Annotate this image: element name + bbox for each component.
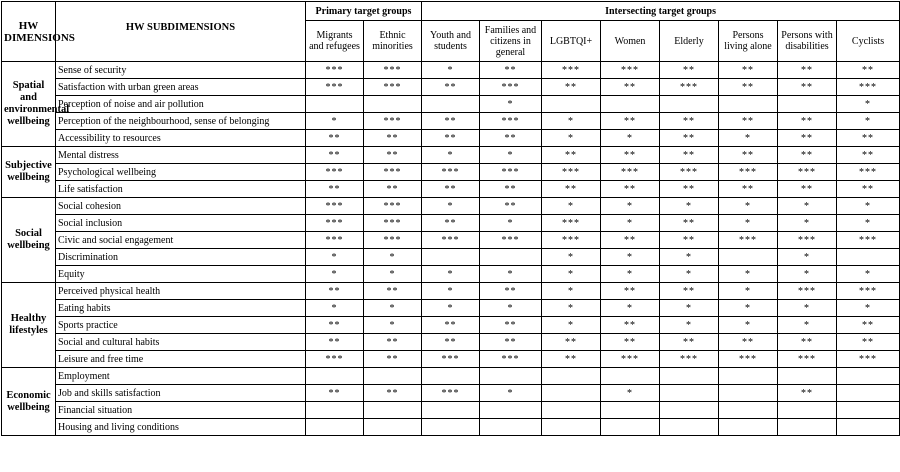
- relevance-cell: [422, 419, 480, 436]
- relevance-cell: **: [778, 147, 837, 164]
- table-row: [2, 266, 900, 283]
- relevance-cell: *: [778, 266, 837, 283]
- subdimension-label: Social and cultural habits: [56, 334, 306, 351]
- relevance-cell: ***: [306, 164, 364, 181]
- relevance-cell: [364, 419, 422, 436]
- table-row: [2, 164, 900, 181]
- relevance-cell: **: [837, 181, 900, 198]
- subdimension-label: Leisure and free time: [56, 351, 306, 368]
- relevance-cell: **: [660, 130, 719, 147]
- relevance-cell: **: [542, 334, 601, 351]
- relevance-cell: **: [364, 147, 422, 164]
- relevance-cell: **: [778, 62, 837, 79]
- relevance-cell: [306, 96, 364, 113]
- relevance-cell: **: [364, 334, 422, 351]
- subdimension-label: Job and skills satisfaction: [56, 385, 306, 402]
- dimension-label: Economic wellbeing: [2, 368, 56, 436]
- relevance-cell: ***: [778, 232, 837, 249]
- subdimension-label: Equity: [56, 266, 306, 283]
- relevance-cell: [364, 96, 422, 113]
- table-row: [2, 147, 900, 164]
- relevance-cell: *: [601, 266, 660, 283]
- relevance-cell: ***: [542, 215, 601, 232]
- relevance-cell: ***: [542, 232, 601, 249]
- subdimension-label: Satisfaction with urban green areas: [56, 79, 306, 96]
- relevance-cell: [306, 368, 364, 385]
- relevance-cell: [601, 402, 660, 419]
- table-row: [2, 317, 900, 334]
- relevance-cell: *: [719, 283, 778, 300]
- relevance-cell: *: [837, 198, 900, 215]
- subdimension-label: Employment: [56, 368, 306, 385]
- relevance-cell: ***: [422, 164, 480, 181]
- relevance-cell: [660, 385, 719, 402]
- relevance-cell: *: [778, 300, 837, 317]
- relevance-cell: ***: [364, 62, 422, 79]
- relevance-cell: **: [778, 130, 837, 147]
- relevance-cell: ***: [778, 283, 837, 300]
- relevance-cell: *: [660, 300, 719, 317]
- relevance-cell: ***: [660, 351, 719, 368]
- relevance-cell: *: [542, 113, 601, 130]
- relevance-cell: **: [542, 351, 601, 368]
- relevance-cell: ***: [306, 62, 364, 79]
- subdimension-label: Perception of noise and air pollution: [56, 96, 306, 113]
- relevance-cell: ***: [480, 113, 542, 130]
- relevance-cell: **: [480, 198, 542, 215]
- relevance-cell: *: [422, 266, 480, 283]
- relevance-cell: **: [601, 181, 660, 198]
- relevance-cell: *: [480, 385, 542, 402]
- relevance-cell: [660, 419, 719, 436]
- subdimension-label: Life satisfaction: [56, 181, 306, 198]
- relevance-cell: ***: [837, 79, 900, 96]
- dimensions-header: HW DIMENSIONS: [2, 2, 56, 62]
- relevance-cell: **: [778, 113, 837, 130]
- relevance-cell: [837, 249, 900, 266]
- relevance-cell: ***: [837, 164, 900, 181]
- relevance-cell: **: [306, 385, 364, 402]
- relevance-cell: [542, 385, 601, 402]
- relevance-cell: *: [601, 300, 660, 317]
- column-header: Elderly: [660, 21, 719, 62]
- relevance-cell: *: [306, 113, 364, 130]
- table-row: [2, 402, 900, 419]
- relevance-cell: **: [306, 317, 364, 334]
- relevance-cell: ***: [542, 164, 601, 181]
- relevance-cell: [364, 402, 422, 419]
- relevance-cell: [660, 368, 719, 385]
- relevance-cell: ***: [719, 164, 778, 181]
- relevance-cell: ***: [719, 351, 778, 368]
- relevance-cell: **: [601, 147, 660, 164]
- column-header: Ethnic minorities: [364, 21, 422, 62]
- relevance-cell: **: [837, 334, 900, 351]
- relevance-cell: **: [837, 62, 900, 79]
- subdimension-label: Housing and living conditions: [56, 419, 306, 436]
- relevance-cell: *: [422, 62, 480, 79]
- subdimension-label: Psychological wellbeing: [56, 164, 306, 181]
- relevance-cell: **: [601, 79, 660, 96]
- table-row: [2, 198, 900, 215]
- relevance-cell: ***: [306, 215, 364, 232]
- relevance-cell: *: [422, 198, 480, 215]
- relevance-cell: [778, 96, 837, 113]
- relevance-cell: **: [480, 130, 542, 147]
- column-header: Women: [601, 21, 660, 62]
- column-header: Families and citizens in general: [480, 21, 542, 62]
- relevance-cell: **: [601, 334, 660, 351]
- relevance-cell: **: [660, 334, 719, 351]
- relevance-cell: *: [364, 266, 422, 283]
- relevance-cell: ***: [306, 198, 364, 215]
- relevance-cell: *: [542, 130, 601, 147]
- relevance-cell: ***: [837, 351, 900, 368]
- relevance-cell: *: [480, 266, 542, 283]
- relevance-cell: **: [601, 283, 660, 300]
- relevance-cell: ***: [364, 198, 422, 215]
- table-row: [2, 419, 900, 436]
- relevance-cell: [660, 96, 719, 113]
- relevance-cell: **: [364, 283, 422, 300]
- relevance-cell: *: [364, 300, 422, 317]
- relevance-cell: *: [542, 249, 601, 266]
- relevance-cell: [601, 96, 660, 113]
- relevance-cell: *: [778, 317, 837, 334]
- relevance-cell: [480, 419, 542, 436]
- table-row: [2, 283, 900, 300]
- relevance-cell: [601, 368, 660, 385]
- relevance-cell: **: [837, 147, 900, 164]
- relevance-cell: *: [660, 317, 719, 334]
- relevance-cell: **: [480, 181, 542, 198]
- relevance-cell: *: [542, 283, 601, 300]
- relevance-cell: **: [719, 334, 778, 351]
- relevance-cell: ***: [660, 79, 719, 96]
- relevance-cell: ***: [480, 232, 542, 249]
- relevance-cell: *: [837, 96, 900, 113]
- relevance-cell: ***: [480, 164, 542, 181]
- relevance-cell: **: [480, 283, 542, 300]
- relevance-cell: *: [480, 147, 542, 164]
- relevance-cell: [660, 402, 719, 419]
- relevance-cell: ***: [364, 113, 422, 130]
- subdimension-label: Civic and social engagement: [56, 232, 306, 249]
- relevance-cell: [306, 402, 364, 419]
- relevance-cell: ***: [601, 62, 660, 79]
- relevance-cell: ***: [422, 351, 480, 368]
- relevance-cell: *: [364, 249, 422, 266]
- relevance-cell: [719, 402, 778, 419]
- relevance-cell: ***: [364, 215, 422, 232]
- relevance-cell: **: [364, 130, 422, 147]
- relevance-cell: ***: [601, 351, 660, 368]
- relevance-cell: *: [364, 317, 422, 334]
- relevance-cell: ***: [601, 164, 660, 181]
- relevance-cell: *: [542, 266, 601, 283]
- relevance-cell: **: [719, 113, 778, 130]
- relevance-cell: [837, 385, 900, 402]
- subdimension-label: Accessibility to resources: [56, 130, 306, 147]
- relevance-cell: ***: [542, 62, 601, 79]
- relevance-cell: *: [542, 300, 601, 317]
- subdimension-label: Financial situation: [56, 402, 306, 419]
- relevance-cell: **: [306, 334, 364, 351]
- relevance-cell: **: [422, 334, 480, 351]
- relevance-cell: *: [480, 215, 542, 232]
- relevance-cell: *: [542, 198, 601, 215]
- relevance-cell: **: [778, 334, 837, 351]
- relevance-cell: **: [601, 232, 660, 249]
- subdimension-label: Sports practice: [56, 317, 306, 334]
- relevance-cell: [542, 419, 601, 436]
- relevance-cell: **: [422, 181, 480, 198]
- relevance-cell: *: [601, 198, 660, 215]
- relevance-cell: ***: [306, 351, 364, 368]
- relevance-cell: **: [542, 181, 601, 198]
- subdimension-label: Perception of the neighbourhood, sense of belonging: [56, 113, 306, 130]
- relevance-cell: *: [778, 198, 837, 215]
- relevance-cell: *: [601, 249, 660, 266]
- relevance-cell: ***: [480, 79, 542, 96]
- relevance-cell: **: [660, 147, 719, 164]
- relevance-cell: ***: [480, 351, 542, 368]
- relevance-cell: **: [778, 79, 837, 96]
- relevance-cell: *: [719, 266, 778, 283]
- relevance-cell: **: [422, 79, 480, 96]
- relevance-cell: *: [422, 283, 480, 300]
- subdimension-label: Sense of security: [56, 62, 306, 79]
- relevance-cell: [422, 96, 480, 113]
- column-header: Persons living alone: [719, 21, 778, 62]
- relevance-cell: **: [660, 113, 719, 130]
- relevance-cell: ***: [778, 351, 837, 368]
- relevance-cell: ***: [422, 232, 480, 249]
- relevance-cell: **: [719, 79, 778, 96]
- relevance-cell: **: [660, 232, 719, 249]
- relevance-cell: [422, 249, 480, 266]
- table-row: [2, 249, 900, 266]
- relevance-cell: ***: [660, 164, 719, 181]
- relevance-cell: **: [837, 130, 900, 147]
- relevance-cell: [542, 402, 601, 419]
- relevance-cell: ***: [364, 232, 422, 249]
- relevance-cell: *: [601, 385, 660, 402]
- relevance-cell: **: [837, 317, 900, 334]
- relevance-cell: ***: [719, 232, 778, 249]
- relevance-cell: [306, 419, 364, 436]
- relevance-cell: [778, 419, 837, 436]
- relevance-cell: *: [837, 266, 900, 283]
- relevance-cell: *: [601, 215, 660, 232]
- dimension-label: Healthy lifestyles: [2, 283, 56, 368]
- relevance-cell: **: [660, 181, 719, 198]
- table-row: [2, 62, 900, 79]
- relevance-cell: *: [306, 266, 364, 283]
- relevance-cell: *: [719, 130, 778, 147]
- relevance-cell: *: [306, 300, 364, 317]
- relevance-cell: *: [306, 249, 364, 266]
- relevance-cell: *: [480, 96, 542, 113]
- relevance-cell: *: [422, 147, 480, 164]
- subdimension-label: Discrimination: [56, 249, 306, 266]
- dimension-label: Social wellbeing: [2, 198, 56, 283]
- relevance-cell: **: [306, 181, 364, 198]
- table-row: [2, 96, 900, 113]
- table-row: [2, 79, 900, 96]
- table-row: [2, 334, 900, 351]
- relevance-cell: [480, 402, 542, 419]
- relevance-cell: [837, 419, 900, 436]
- relevance-cell: **: [480, 62, 542, 79]
- relevance-cell: [778, 368, 837, 385]
- relevance-cell: ***: [837, 283, 900, 300]
- relevance-cell: **: [778, 181, 837, 198]
- relevance-cell: [837, 402, 900, 419]
- relevance-cell: ***: [306, 79, 364, 96]
- relevance-cell: **: [601, 317, 660, 334]
- relevance-cell: **: [660, 215, 719, 232]
- relevance-cell: [542, 96, 601, 113]
- subdimension-label: Eating habits: [56, 300, 306, 317]
- table-row: [2, 300, 900, 317]
- relevance-cell: **: [364, 181, 422, 198]
- relevance-cell: *: [660, 249, 719, 266]
- subdimension-label: Social cohesion: [56, 198, 306, 215]
- relevance-cell: *: [660, 198, 719, 215]
- relevance-cell: *: [601, 130, 660, 147]
- relevance-cell: **: [422, 317, 480, 334]
- subdimensions-header: HW SUBDIMENSIONS: [56, 2, 306, 62]
- relevance-cell: *: [778, 215, 837, 232]
- relevance-cell: ***: [778, 164, 837, 181]
- relevance-cell: [422, 368, 480, 385]
- relevance-cell: *: [719, 300, 778, 317]
- relevance-cell: *: [660, 266, 719, 283]
- relevance-cell: **: [306, 147, 364, 164]
- relevance-cell: [542, 368, 601, 385]
- relevance-cell: *: [837, 215, 900, 232]
- relevance-cell: *: [422, 300, 480, 317]
- relevance-cell: **: [422, 113, 480, 130]
- table-row: [2, 351, 900, 368]
- table-row: [2, 181, 900, 198]
- primary-groups-header: Primary target groups: [306, 2, 422, 21]
- column-header: LGBTQI+: [542, 21, 601, 62]
- relevance-cell: ***: [364, 79, 422, 96]
- relevance-cell: *: [542, 317, 601, 334]
- relevance-cell: [719, 368, 778, 385]
- relevance-cell: **: [660, 62, 719, 79]
- relevance-cell: [837, 368, 900, 385]
- table-row: [2, 113, 900, 130]
- relevance-cell: **: [719, 181, 778, 198]
- table-row: [2, 215, 900, 232]
- relevance-cell: [480, 368, 542, 385]
- relevance-cell: [778, 402, 837, 419]
- table-row: [2, 368, 900, 385]
- relevance-cell: **: [542, 79, 601, 96]
- relevance-cell: **: [364, 351, 422, 368]
- relevance-cell: *: [719, 198, 778, 215]
- relevance-cell: [364, 368, 422, 385]
- table-row: [2, 130, 900, 147]
- relevance-cell: *: [837, 113, 900, 130]
- relevance-cell: [719, 96, 778, 113]
- relevance-cell: **: [422, 215, 480, 232]
- relevance-cell: **: [480, 334, 542, 351]
- dimension-label: Spatial and environmental wellbeing: [2, 62, 56, 147]
- relevance-cell: *: [778, 249, 837, 266]
- relevance-cell: ***: [364, 164, 422, 181]
- relevance-cell: ***: [837, 232, 900, 249]
- column-header: Youth and students: [422, 21, 480, 62]
- relevance-cell: **: [719, 62, 778, 79]
- hw-matrix-table: [1, 1, 900, 436]
- relevance-cell: **: [364, 385, 422, 402]
- relevance-cell: **: [601, 113, 660, 130]
- relevance-cell: **: [306, 130, 364, 147]
- relevance-cell: **: [660, 283, 719, 300]
- column-header: Cyclists: [837, 21, 900, 62]
- relevance-cell: [422, 402, 480, 419]
- relevance-cell: *: [719, 317, 778, 334]
- column-header: Migrants and refugees: [306, 21, 364, 62]
- intersecting-groups-header: Intersecting target groups: [422, 2, 900, 21]
- subdimension-label: Perceived physical health: [56, 283, 306, 300]
- table-row: [2, 385, 900, 402]
- relevance-cell: [719, 419, 778, 436]
- dimension-label: Subjective wellbeing: [2, 147, 56, 198]
- subdimension-label: Social inclusion: [56, 215, 306, 232]
- relevance-cell: [480, 249, 542, 266]
- relevance-cell: *: [837, 300, 900, 317]
- relevance-cell: [601, 419, 660, 436]
- relevance-cell: ***: [306, 232, 364, 249]
- relevance-cell: [719, 385, 778, 402]
- table-row: [2, 232, 900, 249]
- relevance-cell: **: [542, 147, 601, 164]
- relevance-cell: [719, 249, 778, 266]
- relevance-cell: **: [422, 130, 480, 147]
- relevance-cell: ***: [422, 385, 480, 402]
- relevance-cell: **: [719, 147, 778, 164]
- relevance-cell: **: [480, 317, 542, 334]
- relevance-cell: *: [719, 215, 778, 232]
- subdimension-label: Mental distress: [56, 147, 306, 164]
- relevance-cell: **: [306, 283, 364, 300]
- relevance-cell: *: [480, 300, 542, 317]
- relevance-cell: **: [778, 385, 837, 402]
- column-header: Persons with disabilities: [778, 21, 837, 62]
